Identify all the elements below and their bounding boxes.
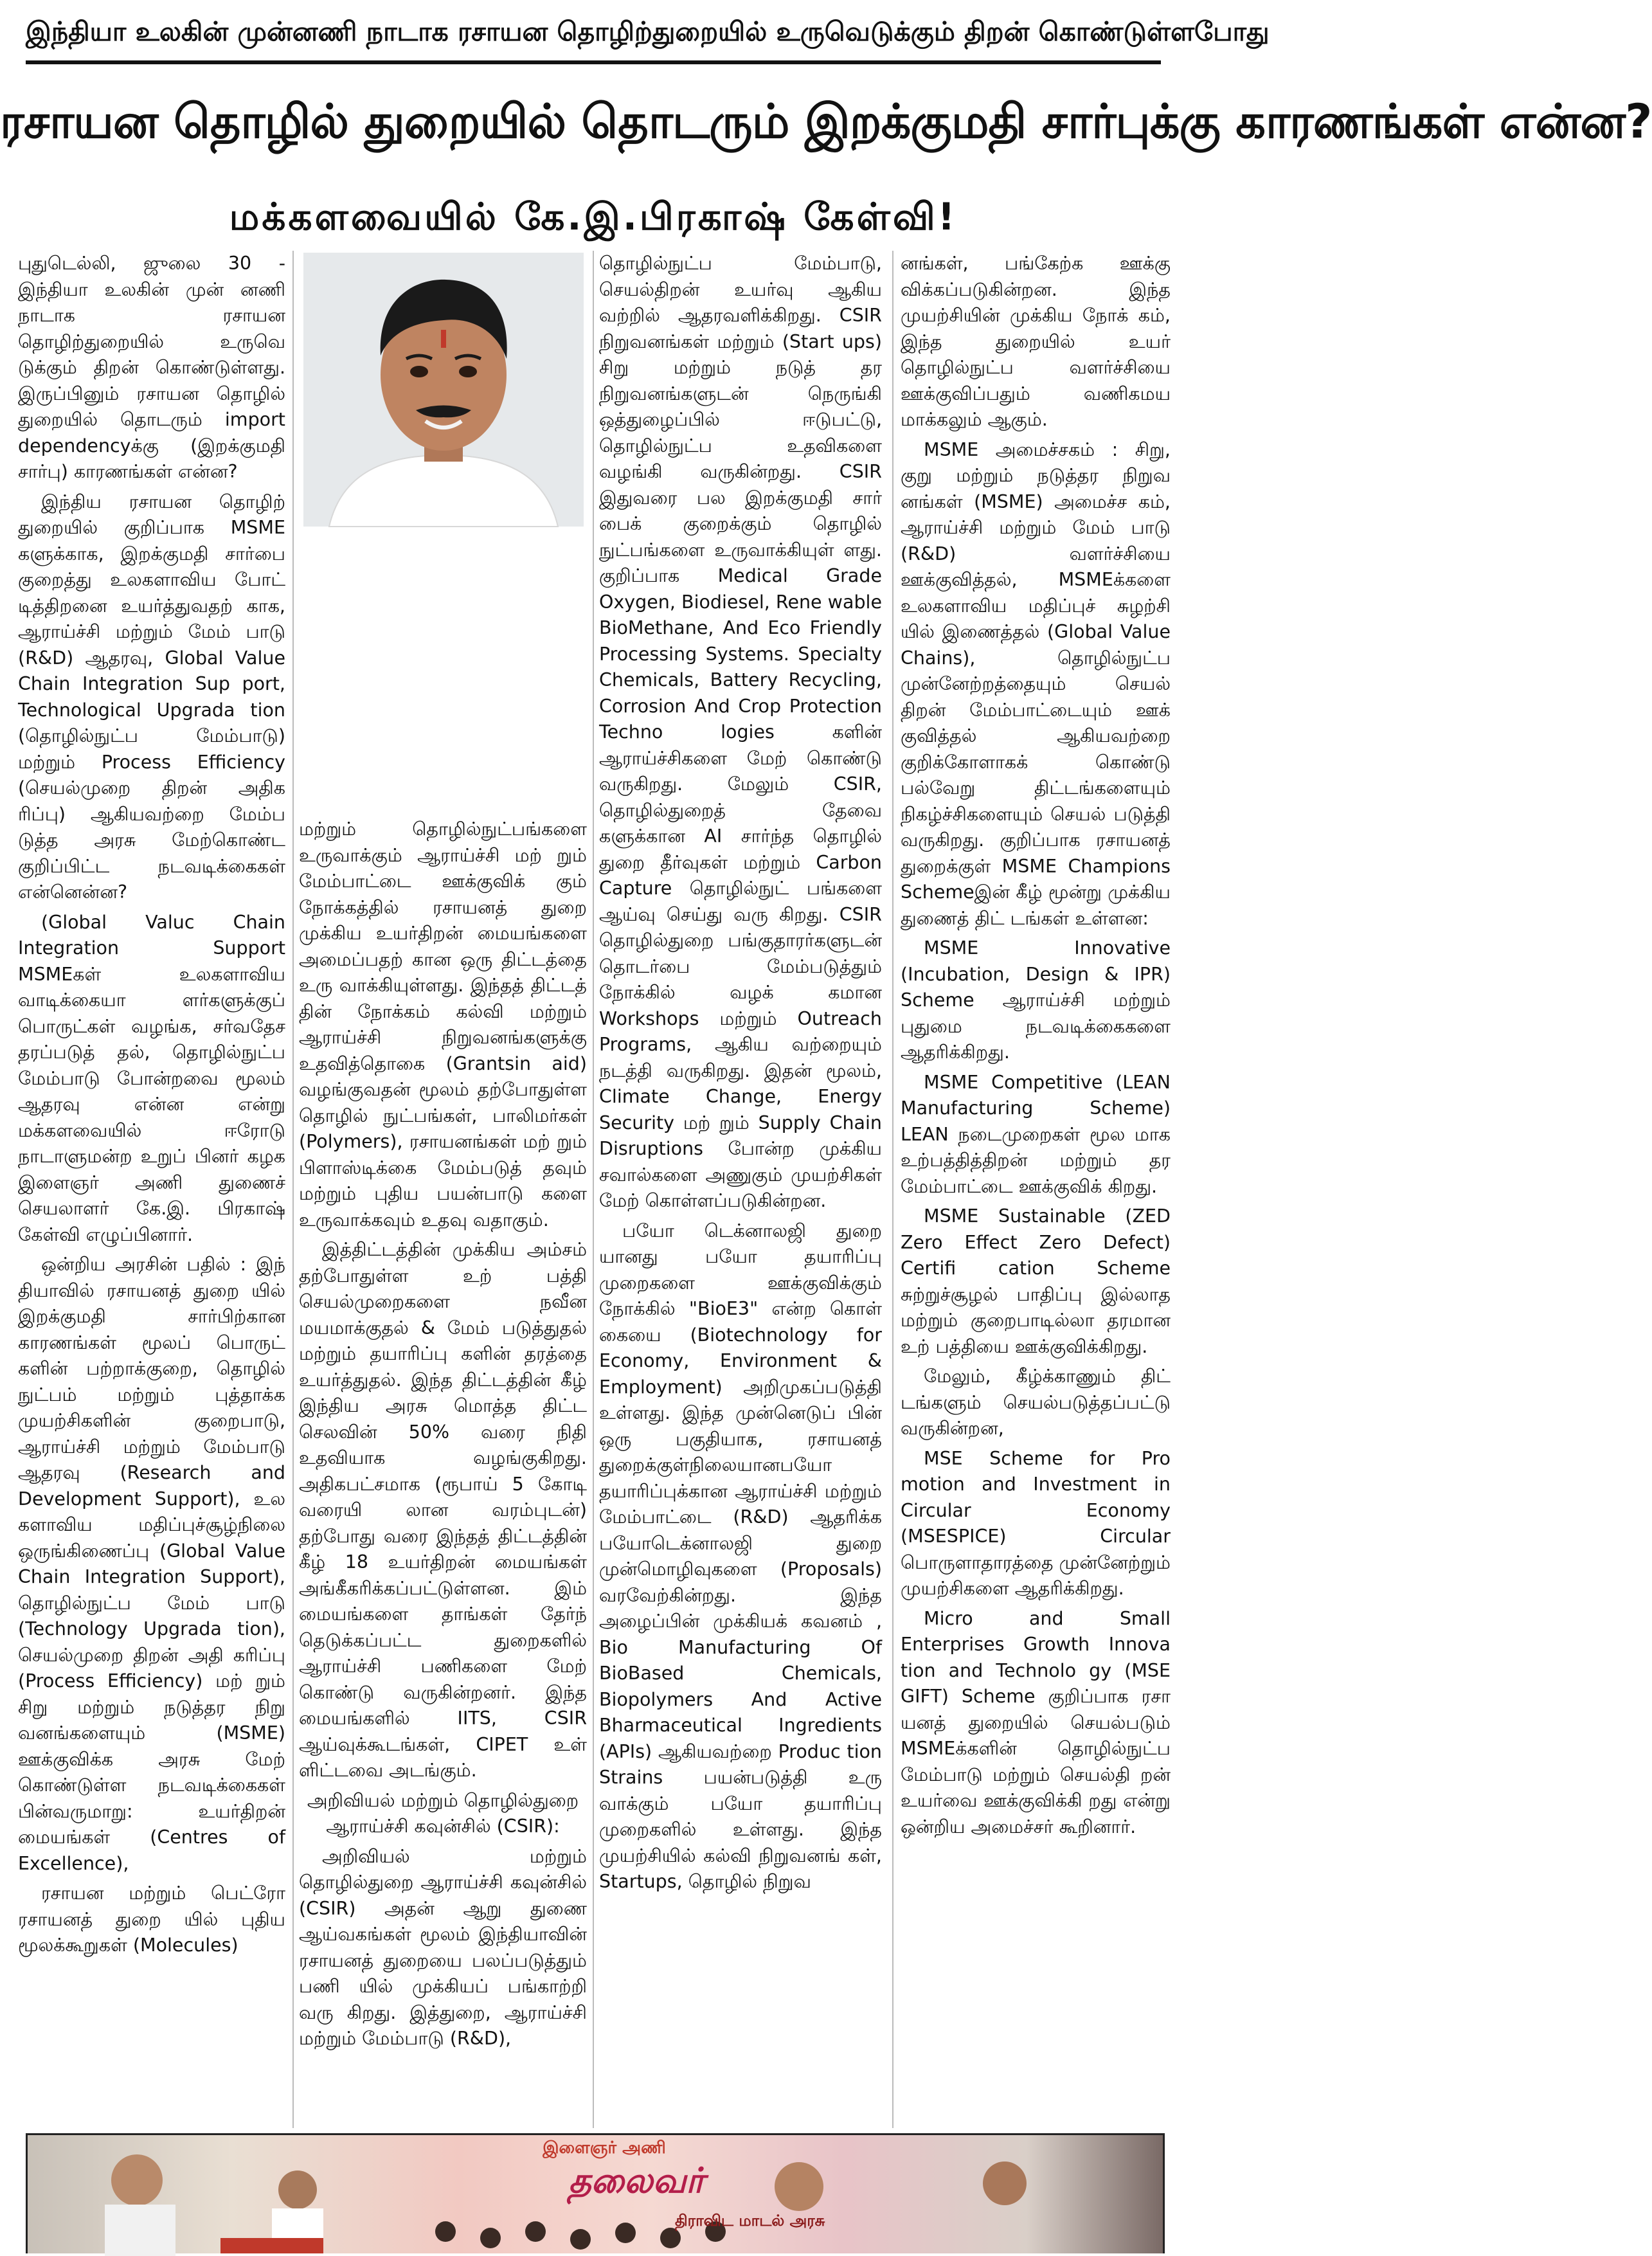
kicker-headline: இந்தியா உலகின் முன்னணி நாடாக ரசாயன தொழிற்துறையில் உருவெடுக்கும் திறன் கொண்டுள்ளபோது [26,16,1270,47]
paragraph: MSME Sustainable (ZED Zero Effect Zero Defect) Certifi cation Scheme சுற்றுச்சூழல் பாதிப்பு இல்லாத மற்றும் குறைபாடில்லா தரமான உற் பத்தியை ஊக்குவிக்கிறது. [901,1205,1171,1357]
column-divider [892,251,893,2128]
column-divider [292,251,294,2128]
article-column-2 [299,817,587,2128]
paragraph: MSME அமைச்சகம் : சிறு, குறு மற்றும் நடுத்தர நிறுவ னங்கள் (MSME) அமைச்ச கம், ஆராய்ச்சி மற்றும் மேம் பாடு (R&D) வளர்ச்சியை ஊக்குவித்தல், MSMEக்களை உலகளாவிய மதிப்புச் சுழற்சி யில் இணைத்தல் (Global Value Chains), தொழில்நுட்ப முன்னேற்றத்தையும் செயல் திறன் மேம்பாட்டையும் ஊக் குவித்தல் ஆகியவற்றை குறிக்கோளாகக் கொண்டு பல்வேறு திட்டங்களையும் நிகழ்ச்சிகளையும் செயல் படுத்தி வருகிறது. குறிப்பாக ரசாயனத் துறைக்குள் MSME Champions Schemeஇன் கீழ் மூன்று முக்கிய துணைத் திட் டங்கள் உள்ளன: [901,438,1171,929]
author-portrait-photo [303,253,584,527]
paragraph: மற்றும் தொழில்நுட்பங்களை உருவாக்கும் ஆராய்ச்சி மற் றும் மேம்பாட்டை ஊக்குவிக் கும் நோக்கத்தில் ரசாயனத் துறை முக்கிய உயர்திறன் மையங்களை அமைப்பதற் கான ஒரு திட்டத்தை உரு வாக்கியுள்ளது. இந்தத் திட்டத் தின் நோக்கம் கல்வி மற்றும் ஆராய்ச்சி நிறுவனங்களுக்கு உதவித்தொகை (Grantsin aid) வழங்குவதன் மூலம் தற்போதுள்ள தொழில் நுட்பங்கள், பாலிமர்கள் (Polymers), ரசாயனங்கள் மற் றும் பிளாஸ்டிக்கை மேம்படுத் தவும் மற்றும் புதிய பயன்பாடு களை உருவாக்கவும் உதவு வதாகும். [299,818,587,1231]
paragraph: (Global Valuc Chain Integration Support MSMEகள் உலகளாவிய வாடிக்கையா ளர்களுக்குப் பொருட்கள் வழங்க, சர்வதேச தரப்படுத் தல், தொழில்நுட்ப மேம்பாடு போன்றவை மூலம் ஆதரவு என்ன என்று மக்களவையில் ஈரோடு நாடாளுமன்ற உறுப் பினர் கழக இளைஞர் அணி துணைச் செயலாளர் கே.இ. பிரகாஷ் கேள்வி எழுப்பினார். [18,911,285,1245]
column-divider [593,251,594,2128]
banner-title: தலைவர் [568,2160,705,2201]
banner-small-text: இளைஞர் அணி [543,2138,666,2158]
paragraph: ரசாயன மற்றும் பெட்ரோ ரசாயனத் துறை யில் புதிய மூலக்கூறுகள் (Molecules) [18,1882,285,1956]
main-headline: ரசாயன தொழில் துறையில் தொடரும் இறக்குமதி சார்புக்கு காரணங்கள் என்ன? [0,95,1652,149]
paragraph: இத்திட்டத்தின் முக்கிய அம்சம் தற்போதுள்ள உற் பத்தி செயல்முறைகளை நவீன மயமாக்குதல் & மேம் படுத்துதல் மற்றும் தயாரிப்பு களின் தரத்தை உயர்த்துதல். இந்த திட்டத்தின் கீழ் இந்திய அரசு மொத்த திட்ட செலவின் 50% வரை நிதி உதவியாக வழங்குகிறது. அதிகபட்சமாக (ரூபாய் 5 கோடி வரையி லான வரம்புடன்) தற்போது வரை இந்தத் திட்டத்தின் கீழ் 18 உயர்திறன் மையங்கள் அங்கீகரிக்கப்பட்டுள்ளன. இம் மையங்களை தாங்கள் தேர்ந் தெடுக்கப்பட்ட துறைகளில் ஆராய்ச்சி பணிகளை மேற் கொண்டு வருகின்றனர். இந்த மையங்களில் IITS, CSIR ஆய்வுக்கூடங்கள், CIPET உள் ளிட்டவை அடங்கும். [299,1239,587,1781]
paragraph: MSE Scheme for Pro motion and Investment in Circular Economy (MSESPICE) Circular பொருளாதாரத்தை முன்னேற்றும் முயற்சிகளை ஆதரிக்கிறது. [901,1447,1171,1599]
article-column-1 [18,251,285,2128]
paragraph: MSME Competitive (LEAN Manufacturing Scheme) LEAN நடைமுறைகள் மூல மாக உற்பத்தித்திறன் மற்றும் தர மேம்பாட்டை ஊக்குவிக் கிறது. [901,1071,1171,1197]
paragraph: இந்திய ரசாயன தொழிற் துறையில் குறிப்பாக MSME களுக்காக, இறக்குமதி சார்பை குறைத்து உலகளாவிய போட் டித்திறனை உயர்த்துவதற் காக, ஆராய்ச்சி மற்றும் மேம் பாடு (R&D) ஆதரவு, Global Value Chain Integration Sup port, Technological Upgrada tion (தொழில்நுட்ப மேம்பாடு) மற்றும் Process Efficiency (செயல்முறை திறன் அதிக ரிப்பு) ஆகியவற்றை மேம்ப டுத்த அரசு மேற்கொண்ட குறிப்பிட்ட நடவடிக்கைகள் என்னென்ன? [18,491,285,903]
paragraph: பயோ டெக்னாலஜி துறை யானது பயோ தயாரிப்பு முறைகளை ஊக்குவிக்கும் நோக்கில் "BioE3" என்ற கொள் கையை (Biotechnology for Economy, Environment & Employment) அறிமுகப்படுத்தி உள்ளது. இந்த முன்னெடுப் பின் ஒரு பகுதியாக, ரசாயனத் துறைக்குள்நிலையானபயோ தயாரிப்புக்கான ஆராய்ச்சி மற்றும் மேம்பாட்டை (R&D) ஆதரிக்க பயோடெக்னாலஜி துறை முன்மொழிவுகளை (Proposals) வரவேற்கின்றது. இந்த அழைப்பின் முக்கியக் கவனம் , Bio Manufacturing Of BioBased Chemicals, Biopolymers And Active Bharmaceutical Ingredients (APIs) ஆகியவற்றை Produc tion Strains பயன்படுத்தி உரு வாக்கும் பயோ தயாரிப்பு முறைகளில் உள்ளது. இந்த முயற்சியில் கல்வி நிறுவனங் கள், Startups, தொழில் நிறுவ [599,1220,882,1892]
section-heading: அறிவியல் மற்றும் தொழில்துறை ஆராய்ச்சி கவுன்சில் (CSIR): [307,1789,579,1837]
paragraph: புதுடெல்லி, ஜுலை 30 - இந்தியா உலகின் முன் னணி நாடாக ரசாயன தொழிற்துறையில் உருவெ டுக்கும் திறன் கொண்டுள்ளது. இருப்பினும் ரசாயன தொழில் துறையில் தொடரும் import dependencyக்கு (இறக்குமதி சார்பு) காரணங்கள் என்ன? [18,253,285,482]
banner-subtext: திராவிட மாடல் அரசு [675,2212,825,2230]
paragraph: மேலும், கீழ்க்காணும் திட் டங்களும் செயல்படுத்தப்பட்டு வருகின்றன, [901,1366,1171,1439]
article-column-4 [901,251,1171,2128]
paragraph: ஒன்றிய அரசின் பதில் : இந் தியாவில் ரசாயனத் துறை யில் இறக்குமதி சார்பிற்கான காரணங்கள் மூலப் பொருட் களின் பற்றாக்குறை, தொழில் நுட்பம் மற்றும் புத்தாக்க முயற்சிகளின் குறைபாடு, ஆராய்ச்சி மற்றும் மேம்பாடு ஆதரவு (Research and Development Support), உல களாவிய மதிப்புச்சூழ்நிலை ஒருங்கிணைப்பு (Global Value Chain Integration Support), தொழில்நுட்ப மேம் பாடு (Technology Upgrada tion), செயல்முறை திறன் அதி கரிப்பு (Process Efficiency) மற் றும் சிறு மற்றும் நடுத்தர நிறு வனங்களையும் (MSME) ஊக்குவிக்க அரசு மேற் கொண்டுள்ள நடவடிக்கைகள் பின்வருமாறு: உயர்திறன் மையங்கள் (Centres of Excellence), [18,1254,285,1874]
paragraph: தொழில்நுட்ப மேம்பாடு, செயல்திறன் உயர்வு ஆகிய வற்றில் ஆதரவளிக்கிறது. CSIR நிறுவனங்கள் மற்றும் (Start ups) சிறு மற்றும் நடுத் தர நிறுவனங்களுடன் நெருங்கி ஒத்துழைப்பில் ஈடுபட்டு, தொழில்நுட்ப உதவிகளை வழங்கி வருகின்றது. CSIR இதுவரை பல இறக்குமதி சார் பைக் குறைக்கும் தொழில் நுட்பங்களை உருவாக்கியுள் ளது. குறிப்பாக Medical Grade Oxygen, Biodiesel, Rene wable BioMethane, And Eco Friendly Processing Systems. Specialty Chemicals, Battery Recycling, Corrosion And Crop Protection Techno logies களின் ஆராய்ச்சிகளை மேற் கொண்டு வருகிறது. மேலும் CSIR, தொழில்துறைத் தேவை களுக்கான AI சார்ந்த தொழில் துறை தீர்வுகள் மற்றும் Carbon Capture தொழில்நுட் பங்களை ஆய்வு செய்து வரு கிறது. CSIR தொழில்துறை பங்குதாரர்களுடன் தொடர்பை மேம்படுத்தும் நோக்கில் வழக் கமான Workshops மற்றும் Outreach Programs, ஆகிய வற்றையும் நடத்தி வருகிறது. இதன் மூலம், Climate Change, Energy Security மற் றும் Supply Chain Disruptions போன்ற முக்கிய சவால்களை அணுகும் முயற்சிகள் மேற் கொள்ளப்படுகின்றன. [599,253,882,1211]
paragraph: அறிவியல் மற்றும் தொழில்துறை ஆராய்ச்சி கவுன்சில் (CSIR) அதன் ஆறு துணை ஆய்வகங்கள் மூலம் இந்தியாவின் ரசாயனத் துறையை பலப்படுத்தும் பணி யில் முக்கியப் பங்காற்றி வரு கிறது. இத்துறை, ஆராய்ச்சி மற்றும் மேம்பாடு (R&D), [299,1845,587,2049]
portrait-illustration [303,253,584,527]
kicker-underline [26,60,1161,64]
sub-headline: மக்களவையில் கே.இ.பிரகாஷ் கேள்வி! [229,195,958,239]
paragraph: னங்கள், பங்கேற்க ஊக்கு விக்கப்படுகின்றன. இந்த முயற்சியின் முக்கிய நோக் கம், இந்த துறையில் உயர் தொழில்நுட்ப வளர்ச்சியை ஊக்குவிப்பதும் வணிகமய மாக்கலும் ஆகும். [901,253,1171,430]
article-column-3 [599,251,882,2128]
paragraph: Micro and Small Enterprises Growth Innova tion and Technolo gy (MSE GIFT) Scheme குறிப்பாக ரசா யனத் துறையில் செயல்படும் MSMEக்களின் தொழில்நுட்ப மேம்பாடு மற்றும் செயல்தி றன் உயர்வை ஊக்குவிக்கி றது என்று ஒன்றிய அமைச்சர் கூறினார். [901,1607,1171,1837]
paragraph: MSME Innovative (Incubation, Design & IPR) Scheme ஆராய்ச்சி மற்றும் புதுமை நடவடிக்கைகளை ஆதரிக்கிறது. [901,937,1171,1063]
